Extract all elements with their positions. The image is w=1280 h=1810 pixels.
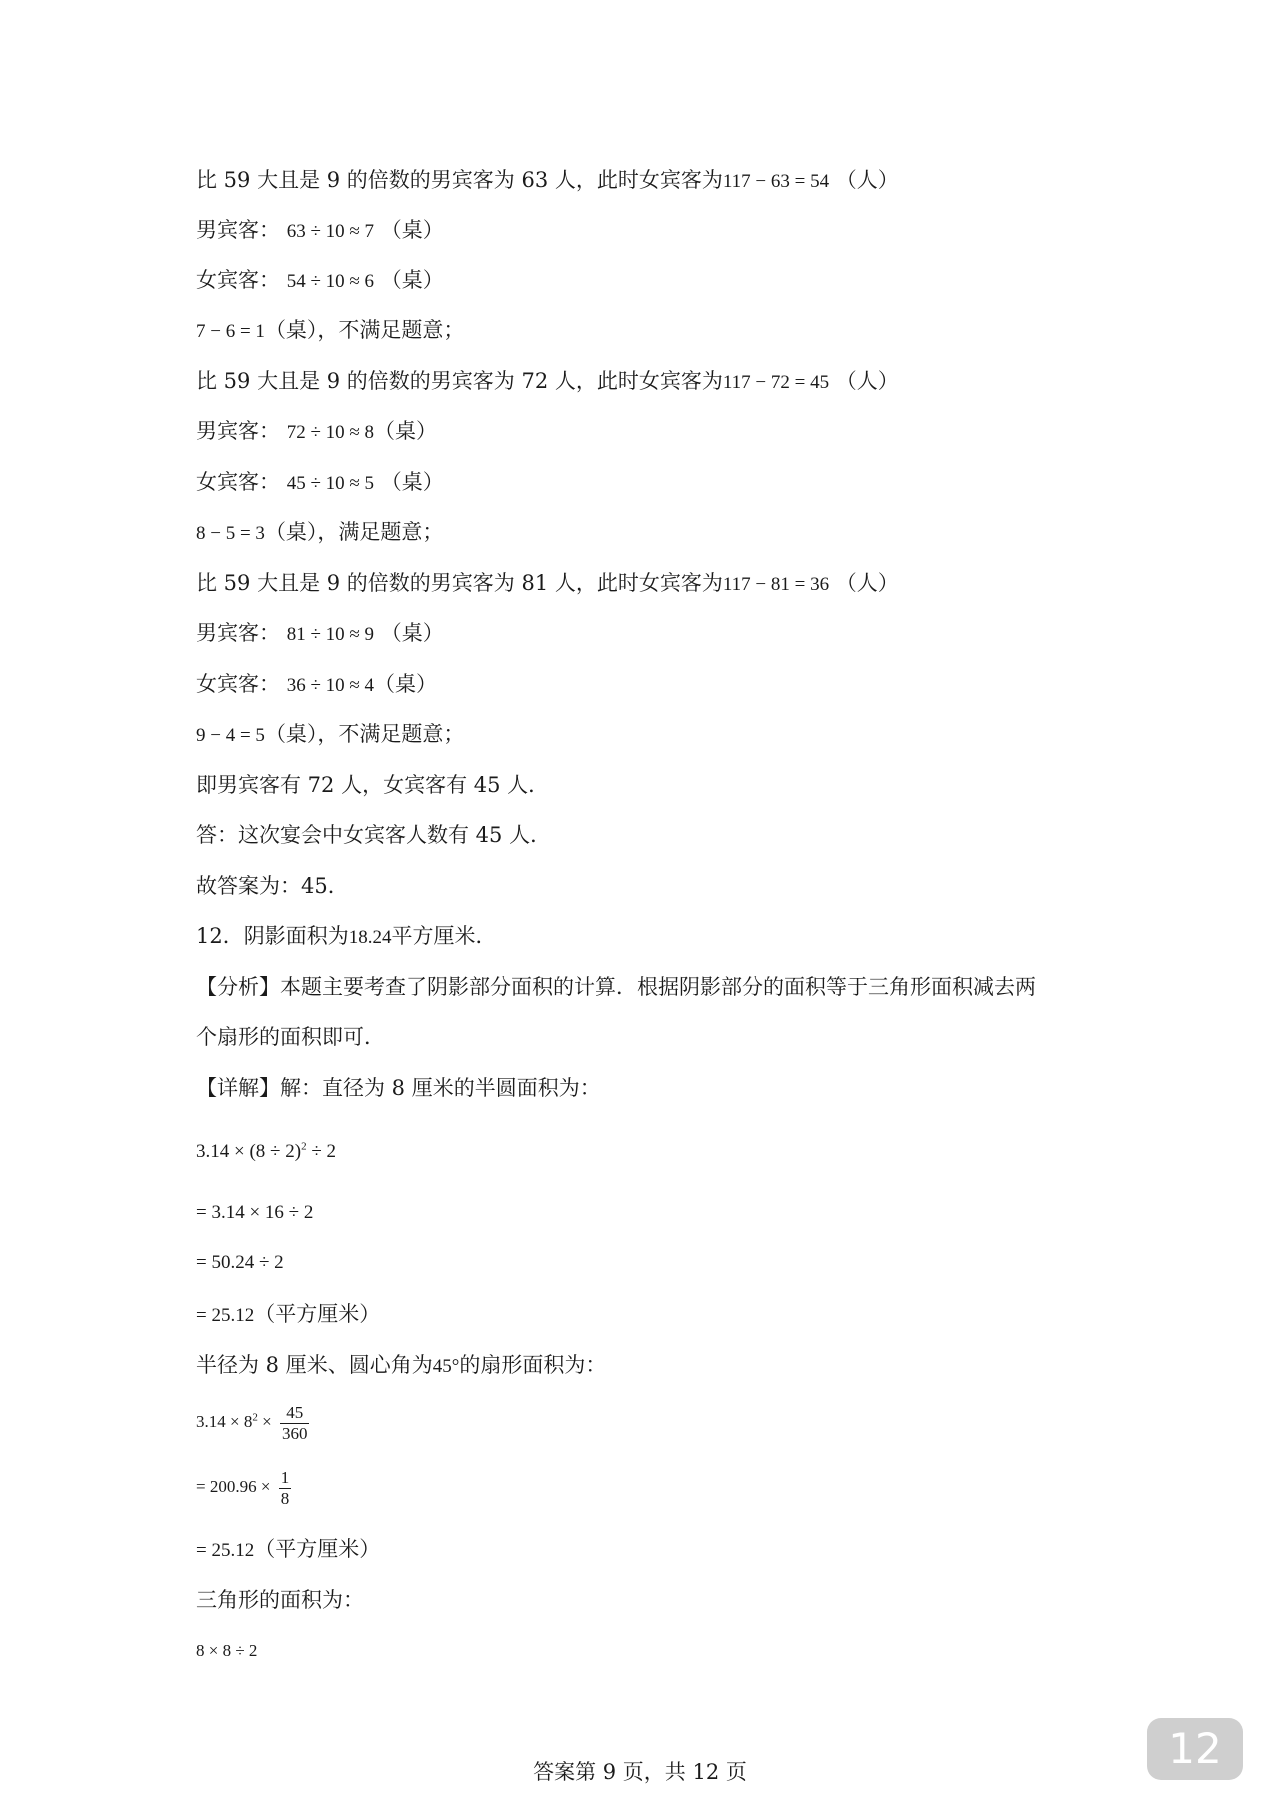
line-math: 54 ÷ 10 ≈ 6 — [286, 271, 375, 292]
line-math: 18.24 — [348, 927, 392, 948]
calc-step — [196, 1535, 380, 1565]
line-text: 平方厘米． — [391, 924, 497, 948]
text-line — [196, 468, 444, 498]
calc-sector-expr — [196, 1400, 309, 1444]
line-text: 比 59 大且是 9 的倍数的男宾客为 72 人，此时女宾客为 — [196, 369, 723, 393]
line-math: 36 ÷ 10 ≈ 4 — [286, 675, 375, 696]
line-math: 63 ÷ 10 ≈ 7 — [286, 221, 375, 242]
text-line — [196, 771, 549, 799]
line-text: 女宾客： — [196, 268, 280, 292]
text-line — [196, 569, 899, 599]
text-line — [196, 216, 444, 246]
line-math: 9 − 4 = 5 — [196, 725, 265, 746]
calc-step — [196, 1300, 380, 1330]
line-math: 72 ÷ 10 ≈ 8 — [286, 422, 375, 443]
line-text: （桌） — [380, 268, 444, 292]
line-text: 女宾客： — [196, 470, 280, 494]
line-text: 答：这次宴会中女宾客人数有 45 人． — [196, 823, 552, 847]
line-text: （桌） — [374, 672, 438, 696]
calc-text: ÷ 2 — [306, 1141, 336, 1162]
line-text: 的扇形面积为： — [459, 1353, 607, 1377]
page-number-badge[interactable]: 12 — [1147, 1718, 1243, 1780]
line-math: 81 ÷ 10 ≈ 9 — [286, 624, 375, 645]
exponent: 2 — [301, 1140, 307, 1153]
line-text: 【详解】解：直径为 8 厘米的半圆面积为： — [196, 1076, 601, 1100]
text-line — [196, 670, 437, 700]
text-line — [196, 316, 464, 346]
calc-text: = 50.24 ÷ 2 — [196, 1252, 284, 1273]
line-text: 三角形的面积为： — [196, 1588, 364, 1612]
line-math: 117 − 63 = 54 — [722, 171, 830, 192]
line-text: （人） — [835, 369, 899, 393]
line-text: 故答案为：45． — [196, 874, 349, 898]
sector-intro — [196, 1351, 606, 1381]
line-text: 女宾客： — [196, 672, 280, 696]
calc-text: 3.14 × (8 ÷ 2) — [196, 1141, 302, 1162]
calc-text: = 25.12 — [196, 1305, 255, 1326]
calc-text: = 200.96 × — [196, 1477, 271, 1496]
line-text: （桌），满足题意； — [264, 520, 444, 544]
unit-text: （平方厘米） — [254, 1537, 381, 1561]
fraction-denominator: 8 — [280, 1488, 290, 1508]
line-text: 即男宾客有 72 人，女宾客有 45 人． — [196, 773, 550, 797]
line-text: 比 59 大且是 9 的倍数的男宾客为 81 人，此时女宾客为 — [196, 571, 723, 595]
calc-step — [196, 1199, 313, 1227]
calc-text: 8 × 8 ÷ 2 — [196, 1641, 258, 1660]
text-line — [196, 821, 551, 849]
line-text: 【分析】本题主要考查了阴影部分面积的计算．根据阴影部分的面积等于三角形面积减去两 — [196, 975, 1036, 999]
fraction-denominator: 360 — [281, 1423, 308, 1443]
text-line — [196, 720, 464, 750]
line-text: （桌），不满足题意； — [264, 722, 465, 746]
line-math: 7 − 6 = 1 — [196, 321, 265, 342]
triangle-intro — [196, 1586, 364, 1614]
line-text: （桌） — [380, 470, 444, 494]
exponent: 2 — [252, 1411, 258, 1424]
calc-text: = 25.12 — [196, 1540, 255, 1561]
detail-line — [196, 1074, 601, 1102]
text-line — [196, 619, 444, 649]
text-line — [196, 518, 443, 548]
analysis-line — [196, 973, 1036, 1001]
text-line — [196, 266, 444, 296]
line-math: 117 − 72 = 45 — [722, 372, 830, 393]
line-math: 8 − 5 = 3 — [196, 523, 265, 544]
text-line — [196, 872, 349, 900]
page-footer: 答案第 9 页，共 12 页 — [533, 1760, 747, 1784]
calc-text: 3.14 × 8 — [196, 1412, 253, 1431]
calc-step — [196, 1249, 284, 1277]
line-text: （桌） — [374, 419, 438, 443]
unit-text: （平方厘米） — [254, 1302, 381, 1326]
line-text: （人） — [835, 168, 899, 192]
line-text: 男宾客： — [196, 621, 280, 645]
fraction-numerator: 45 — [280, 1403, 310, 1424]
triangle-calc — [196, 1637, 257, 1665]
line-text: （桌） — [380, 218, 444, 242]
line-text: （人） — [835, 571, 899, 595]
line-text: 12．阴影面积为 — [196, 924, 349, 948]
line-text: 个扇形的面积即可． — [196, 1025, 385, 1049]
line-math: 45° — [432, 1356, 460, 1377]
calc-text: × — [257, 1412, 272, 1431]
text-line — [196, 166, 899, 196]
text-line — [196, 367, 899, 397]
line-text: （桌） — [380, 621, 444, 645]
line-text: 比 59 大且是 9 的倍数的男宾客为 63 人，此时女宾客为 — [196, 168, 723, 192]
fraction — [280, 1403, 310, 1444]
line-text: （桌），不满足题意； — [264, 318, 465, 342]
fraction-numerator: 1 — [280, 1467, 290, 1487]
line-text: 男宾客： — [196, 218, 280, 242]
calc-text: = 3.14 × 16 ÷ 2 — [196, 1202, 314, 1223]
analysis-line — [196, 1023, 385, 1051]
question-title — [196, 922, 496, 952]
calc-semicircle-expr — [196, 1138, 336, 1166]
calc-step — [196, 1465, 291, 1509]
line-math: 117 − 81 = 36 — [722, 574, 830, 595]
line-text: 男宾客： — [196, 419, 280, 443]
line-text: 半径为 8 厘米、圆心角为 — [196, 1353, 433, 1377]
text-line — [196, 417, 437, 447]
line-math: 45 ÷ 10 ≈ 5 — [286, 473, 375, 494]
fraction — [279, 1468, 292, 1509]
